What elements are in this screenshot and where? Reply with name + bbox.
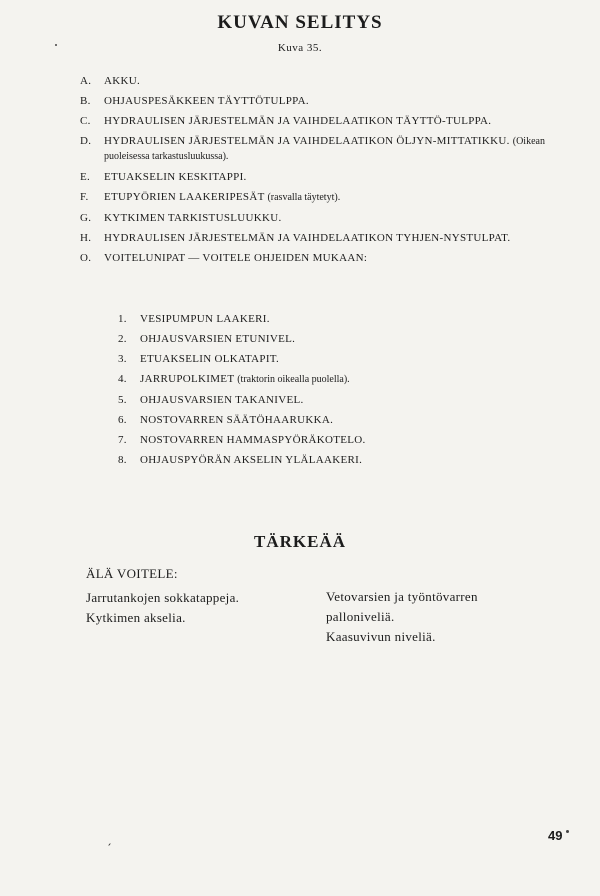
list-item — [118, 332, 558, 346]
legend-item — [80, 251, 570, 265]
item-note: (traktorin oikealla puolella). — [237, 374, 350, 385]
list-item — [118, 413, 558, 427]
item-text: ETUAKSELIN OLKATAPIT. — [140, 353, 280, 365]
legend-item — [80, 74, 570, 88]
legend-text: KYTKIMEN TARKISTUSLUUKKU. — [104, 212, 282, 224]
important-heading: TÄRKEÄÄ — [253, 532, 346, 551]
print-speck — [566, 830, 569, 833]
item-number: 5. — [118, 394, 127, 406]
legend-item — [80, 134, 570, 164]
legend-letter: D. — [80, 135, 92, 147]
item-text: VESIPUMPUN LAAKERI. — [140, 313, 270, 325]
item-number: 8. — [118, 454, 127, 466]
item-text: OHJAUSPYÖRÄN AKSELIN YLÄLAAKERI. — [140, 454, 363, 466]
legend-letter: H. — [80, 232, 92, 244]
page-title: KUVAN SELITYS — [217, 12, 383, 33]
item-number: 3. — [118, 353, 127, 365]
legend-note: (Oikean puoleisessa tarkastusluukussa). — [104, 136, 545, 162]
legend-item — [80, 231, 570, 245]
list-item — [118, 453, 558, 467]
legend-item — [80, 170, 570, 184]
item-number: 1. — [118, 313, 127, 325]
legend-item — [80, 94, 570, 108]
item-text: NOSTOVARREN SÄÄTÖHAARUKKA. — [140, 414, 334, 426]
legend-item — [80, 211, 570, 225]
item-number: 4. — [118, 373, 127, 385]
legend-item — [80, 114, 570, 128]
legend-text: HYDRAULISEN JÄRJESTELMÄN JA VAIHDELAATIKON ÖLJYN-MITTATIKKU. (Oikean puoleisessa tarkastusluukussa). — [104, 135, 545, 162]
figure-reference: Kuva 35. — [277, 42, 323, 54]
legend-text: HYDRAULISEN JÄRJESTELMÄN JA VAIHDELAATIKON TYHJEN-NYSTULPAT. — [104, 232, 511, 244]
legend-letter: E. — [80, 171, 91, 183]
do-not-lubricate-heading: ÄLÄ VOITELE: — [86, 566, 178, 581]
text-line: palloniveliä. — [326, 609, 395, 624]
legend-letter: A. — [80, 75, 92, 87]
item-number: 2. — [118, 333, 127, 345]
item-text: JARRUPOLKIMET (traktorin oikealla puolella). — [140, 373, 350, 385]
list-item — [118, 352, 558, 366]
item-number: 7. — [118, 434, 127, 446]
legend-text: ETUPYÖRIEN LAAKERIPESÄT (rasvalla täytetyt). — [104, 191, 341, 203]
text-line: Jarrutankojen sokkatappeja. — [86, 590, 240, 605]
legend-text: HYDRAULISEN JÄRJESTELMÄN JA VAIHDELAATIKON TÄYTTÖ-TULPPA. — [104, 115, 492, 127]
text-line: Kytkimen akselia. — [86, 610, 186, 625]
item-text: NOSTOVARREN HAMMASPYÖRÄKOTELO. — [140, 434, 366, 446]
print-speck — [108, 843, 111, 846]
text-line: Vetovarsien ja työntövarren — [326, 589, 478, 604]
legend-letter: O. — [80, 252, 92, 264]
list-item — [118, 393, 558, 407]
legend-letter: F. — [80, 191, 89, 203]
lubrication-points-list — [118, 312, 558, 473]
legend-letter: C. — [80, 115, 91, 127]
page-number: 49 — [548, 828, 563, 843]
legend-list — [80, 74, 570, 271]
legend-letter: G. — [80, 212, 92, 224]
legend-text: AKKU. — [104, 75, 141, 87]
print-speck — [55, 44, 57, 46]
legend-text: VOITELUNIPAT — VOITELE OHJEIDEN MUKAAN: — [104, 252, 368, 264]
item-text: OHJAUSVARSIEN TAKANIVEL. — [140, 394, 304, 406]
legend-text: ETUAKSELIN KESKITAPPI. — [104, 171, 247, 183]
list-item — [118, 312, 558, 326]
legend-note: (rasvalla täytetyt). — [267, 192, 341, 203]
legend-text: OHJAUSPESÄKKEEN TÄYTTÖTULPPA. — [104, 95, 309, 107]
item-text: OHJAUSVARSIEN ETUNIVEL. — [140, 333, 296, 345]
list-item — [118, 372, 558, 387]
text-line: Kaasuvivun niveliä. — [326, 629, 436, 644]
do-not-lubricate-left-column — [86, 588, 316, 628]
item-number: 6. — [118, 414, 127, 426]
legend-letter: B. — [80, 95, 91, 107]
do-not-lubricate-right-column — [326, 587, 576, 647]
legend-item — [80, 190, 570, 205]
list-item — [118, 433, 558, 447]
